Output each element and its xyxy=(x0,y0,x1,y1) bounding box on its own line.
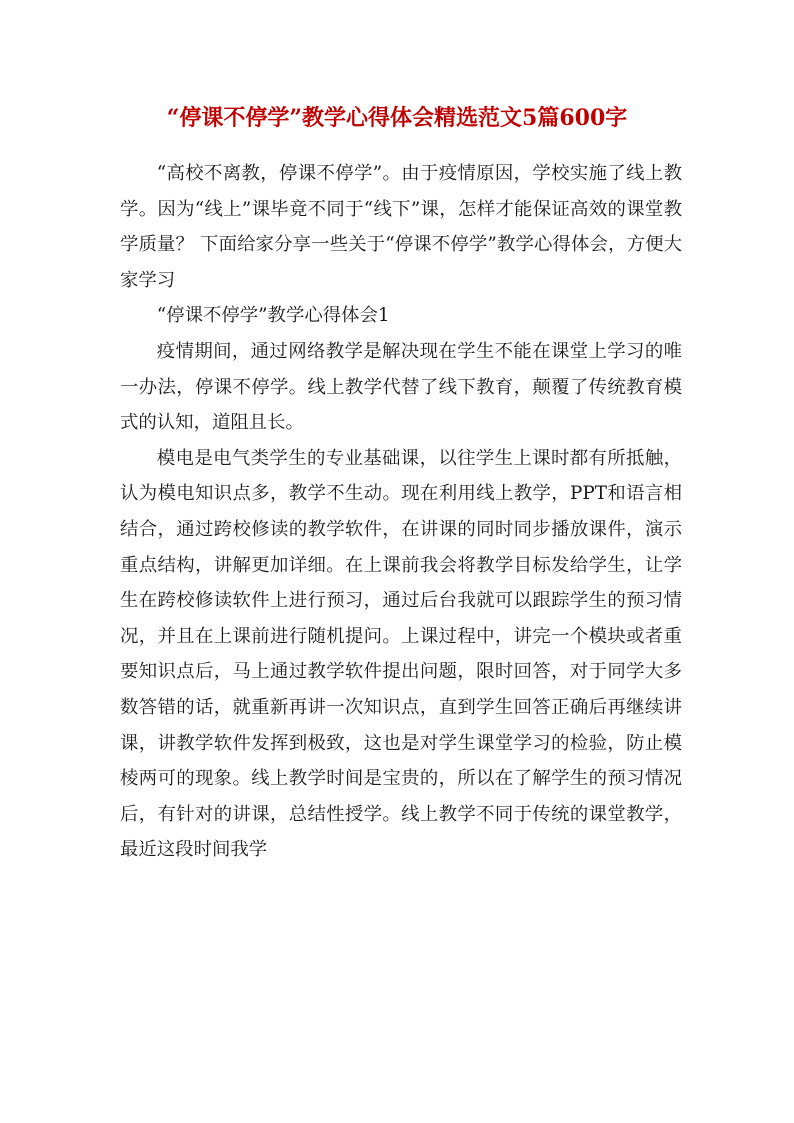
body-paragraph-2: 模电是电气类学生的专业基础课，以往学生上课时都有所抵触，认为模电知识点多，教学不生动。现在利用线上教学，PPT和语言相结合，通过跨校修读的教学软件，在讲课的同时同步播放课件，演示重点结构，讲解更加详细。在上课前我会将教学目标发给学生，让学生在跨校修读软件上进行预习，通过后台我就可以跟踪学生的预习情况，并且在上课前进行随机提问。上课过程中，讲完一个模块或者重要知识点后，马上通过教学软件提出问题，限时回答，对于同学大多数答错的话，就重新再讲一次知识点，直到学生回答正确后再继续讲课，讲教学软件发挥到极致，这也是对学生课堂学习的检验，防止模棱两可的现象。线上教学时间是宝贵的，所以在了解学生的预习情况后，有针对的讲课，总结性授学。线上教学不同于传统的课堂教学，最近这段时间我学 xyxy=(120,447,682,861)
intro-paragraph: “高校不离教，停课不停学”。由于疫情原因，学校实施了线上教学。因为“线上”课毕竟不同于“线下”课，怎样才能保证高效的课堂教学质量？ 下面给家分享一些关于“停课不停学”教学心得体会，方便大家学习 xyxy=(120,163,682,291)
document-title: “停课不停学”教学心得体会精选范文5篇600字 xyxy=(166,105,628,131)
body-paragraph-1: 疫情期间，通过网络教学是解决现在学生不能在课堂上学习的唯一办法，停课不停学。线上教学代替了线下教育，颠覆了传统教育模式的认知，道阻且长。 xyxy=(120,340,682,434)
section-heading-1: “停课不停学”教学心得体会1 xyxy=(156,305,390,327)
document-body xyxy=(120,156,682,868)
